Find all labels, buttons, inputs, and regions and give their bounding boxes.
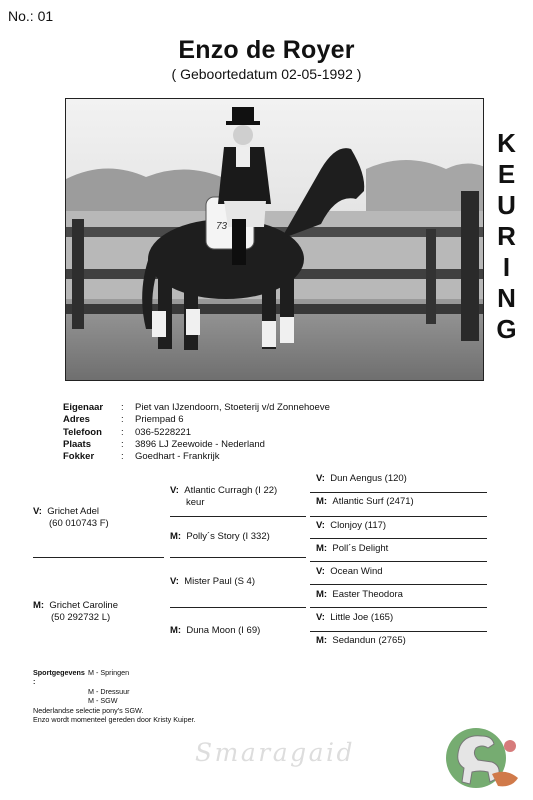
banner-letter: N	[497, 283, 517, 313]
info-value: 036-5228221	[135, 426, 191, 438]
pedigree-divider	[310, 631, 487, 632]
pedigree-name: Duna Moon (I 69)	[186, 625, 261, 636]
banner-letter: G	[496, 314, 518, 344]
document-number: No.: 01	[8, 8, 54, 24]
pedigree-granddam-2	[170, 625, 260, 637]
pedigree-divider	[310, 516, 487, 517]
pedigree-prefix: M:	[170, 625, 182, 636]
info-row-phone	[63, 427, 330, 439]
pedigree-name: Atlantic Curragh (I 22)	[184, 485, 278, 496]
keuring-vertical-banner	[492, 128, 522, 345]
info-label: Telefoon	[63, 426, 102, 438]
pedigree-name: Polly´s Story (I 332)	[186, 531, 270, 542]
pedigree-prefix: M:	[316, 589, 328, 600]
pedigree-name: Grichet Adel	[47, 506, 100, 517]
pedigree-divider	[310, 538, 487, 539]
pedigree-divider	[310, 561, 487, 562]
pedigree-ggp-7	[316, 612, 393, 624]
banner-letter: R	[497, 221, 517, 251]
info-value: Piet van IJzendoorn, Stoeterij v/d Zonnehoeve	[135, 402, 330, 413]
pedigree-ggp-5	[316, 566, 383, 578]
info-colon: :	[121, 426, 124, 438]
pedigree-grandsire-2	[170, 576, 255, 588]
pedigree-prefix: M:	[170, 531, 182, 542]
pedigree-sire	[33, 506, 109, 530]
pedigree-prefix: V:	[316, 566, 325, 577]
birth-date: ( Geboortedatum 02-05-1992 )	[171, 66, 362, 82]
pedigree-divider	[310, 492, 487, 493]
pedigree-name: Ocean Wind	[330, 566, 383, 577]
info-colon: :	[121, 451, 124, 463]
info-row-place	[63, 439, 330, 451]
pedigree-prefix: M:	[316, 543, 328, 554]
pedigree-prefix: V:	[33, 506, 42, 517]
pedigree-name: Dun Aengus (120)	[330, 473, 407, 484]
rider-on-horse-image	[66, 99, 484, 381]
pedigree-prefix: V:	[170, 485, 179, 496]
pedigree-divider	[170, 516, 306, 517]
pedigree-divider	[170, 557, 306, 558]
info-colon: :	[121, 414, 124, 426]
info-label: Fokker	[63, 451, 95, 463]
horse-photo	[65, 98, 484, 381]
pedigree-name: Atlantic Surf (2471)	[332, 496, 414, 507]
banner-letter: K	[497, 128, 517, 158]
banner-letter: U	[497, 190, 517, 220]
pedigree-prefix: V:	[316, 612, 325, 623]
pedigree-divider	[33, 557, 164, 558]
info-colon: :	[121, 438, 124, 450]
info-value: Goedhart - Frankrijk	[135, 451, 220, 463]
info-colon: :	[121, 402, 124, 413]
pedigree-name: Grichet Caroline	[49, 600, 118, 611]
pedigree-name: Clonjoy (117)	[330, 520, 387, 531]
sport-note: Nederlandse selectie pony's SGW.	[33, 705, 144, 715]
info-label: Eigenaar	[63, 402, 104, 413]
pedigree-dam	[33, 600, 118, 624]
pedigree-ggp-8	[316, 635, 406, 647]
pedigree-reg: (60 010743 F)	[49, 518, 109, 529]
banner-letter: E	[497, 159, 517, 189]
pedigree-grandsire-1	[170, 485, 277, 509]
info-label: Adres	[63, 414, 90, 426]
owner-info-block	[63, 402, 330, 463]
horse-name-title: Enzo de Royer	[178, 36, 355, 64]
pedigree-name: Easter Theodora	[332, 589, 403, 600]
pedigree-name: Mister Paul (S 4)	[184, 576, 256, 587]
pedigree-ggp-4	[316, 543, 388, 555]
stud-logo	[432, 722, 528, 794]
pedigree-ggp-2	[316, 496, 414, 508]
info-label: Plaats	[63, 438, 91, 450]
sport-note: Enzo wordt momenteel gereden door Kristy Kuiper.	[33, 715, 196, 725]
banner-letter: I	[502, 252, 512, 282]
pedigree-prefix: M:	[316, 496, 328, 507]
pedigree-divider	[170, 607, 306, 608]
pedigree-name: Poll´s Delight	[332, 543, 389, 554]
sport-results-block	[33, 668, 196, 724]
watermark-text: Smaragaid	[195, 738, 355, 767]
pedigree-name: Little Joe (165)	[330, 612, 394, 623]
pedigree-ggp-3	[316, 520, 386, 532]
horse-logo-icon	[432, 722, 528, 794]
pedigree-prefix: V:	[316, 520, 325, 531]
pedigree-name: Sedandun (2765)	[332, 635, 406, 646]
sport-item: M - Dressuur	[88, 686, 130, 696]
pedigree-divider	[310, 584, 487, 585]
info-row-address	[63, 414, 330, 426]
info-value: Priempad 6	[135, 414, 184, 426]
pedigree-prefix: V:	[170, 576, 179, 587]
pedigree-prefix: M:	[33, 600, 45, 611]
pedigree-granddam-1	[170, 531, 270, 543]
pedigree-prefix: V:	[316, 473, 325, 484]
info-row-owner	[63, 402, 330, 414]
pedigree-ggp-6	[316, 589, 403, 601]
pedigree-reg: (50 292732 L)	[51, 612, 111, 623]
pedigree-note: keur	[186, 497, 205, 508]
sport-item: M - Springen	[88, 668, 130, 677]
sport-item: M - SGW	[88, 696, 118, 706]
info-row-breeder	[63, 451, 330, 463]
sport-label: Sportgegevens :	[33, 668, 85, 687]
info-value: 3896 LJ Zeewoide - Nederland	[135, 438, 265, 450]
saddle-cloth-number: 73	[216, 221, 228, 232]
pedigree-ggp-1	[316, 473, 407, 485]
pedigree-prefix: M:	[316, 635, 328, 646]
pedigree-divider	[310, 607, 487, 608]
